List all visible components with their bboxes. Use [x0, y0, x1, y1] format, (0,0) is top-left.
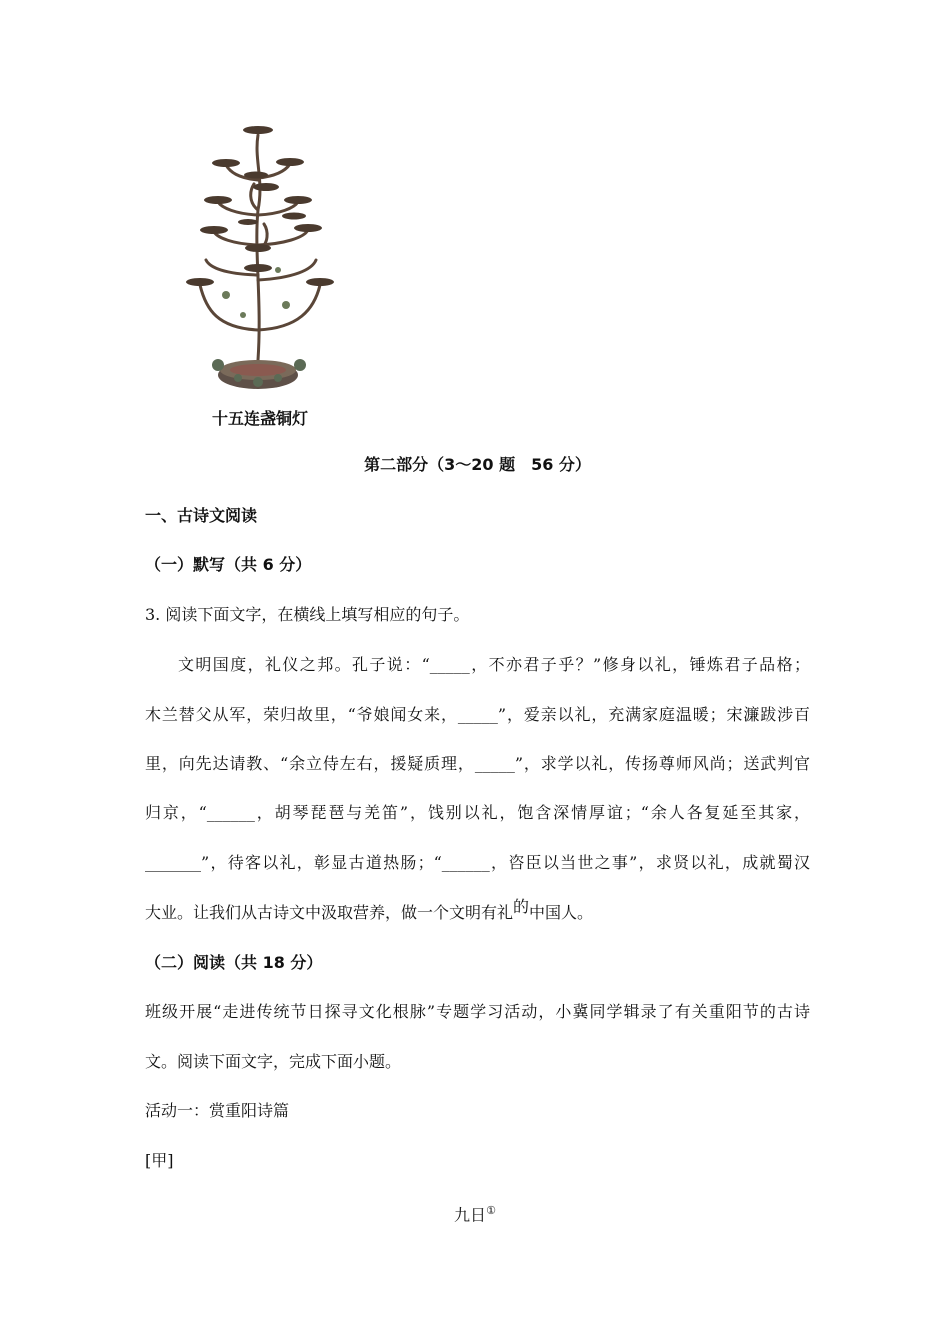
passage-line-6-end: 中国人。 — [529, 903, 594, 922]
passage-line-2: 木兰替父从军，荣归故里，“爷娘闻女来，_____”，爱亲以礼，充满家庭温暖；宋濂跋涉百 — [145, 705, 810, 724]
intro-line-1: 班级开展“走进传统节日探寻文化根脉”专题学习活动，小冀同学辑录了有关重阳节的古诗 — [145, 1002, 810, 1021]
figure-caption: 十五连盏铜灯 — [211, 409, 308, 428]
bronze-lamp-image — [178, 120, 343, 395]
activity-title: 活动一：赏重阳诗篇 — [145, 1101, 290, 1120]
subsection-title: （一）默写（共 6 分） — [145, 555, 312, 574]
bronze-lamp-illustration — [178, 120, 343, 395]
passage-line-6-text: 大业。让我们从古诗文中汲取营养，做一个文明有礼 — [145, 903, 514, 922]
poem-title — [145, 1199, 805, 1227]
passage-line-1: 文明国度，礼仪之邦。孔子说：“_____，不亦君子乎？”修身以礼，锤炼君子品格； — [178, 655, 810, 674]
poem-title-text: 九日 — [454, 1205, 487, 1225]
question-3: 3. 阅读下面文字，在横线上填写相应的句子。 — [145, 605, 470, 624]
passage-line-3: 里，向先达请教、“余立侍左右，援疑质理，_____”，求学以礼，传扬尊师风尚；送武判官 — [145, 754, 810, 773]
part-title: 第二部分（3～20 题 56 分） — [364, 455, 591, 474]
intro-line-2: 文。阅读下面文字，完成下面小题。 — [145, 1052, 402, 1071]
subsection-title-2: （二）阅读（共 18 分） — [145, 953, 323, 972]
passage-line-6 — [145, 897, 810, 925]
passage-line-4: 归京，“______，胡琴琵琶与羌笛”，饯别以礼，饱含深情厚谊；“余人各复延至其家， — [145, 803, 810, 822]
section-title: 一、古诗文阅读 — [145, 506, 258, 525]
passage-line-6-raised-char: 的 — [513, 897, 530, 916]
footnote-marker: ① — [486, 1204, 496, 1217]
section-marker-jia: [甲] — [145, 1151, 174, 1170]
passage-line-5: _______”，待客以礼，彰显古道热肠；“______，咨臣以当世之事”，求贤以礼，成就蜀汉 — [145, 853, 810, 872]
